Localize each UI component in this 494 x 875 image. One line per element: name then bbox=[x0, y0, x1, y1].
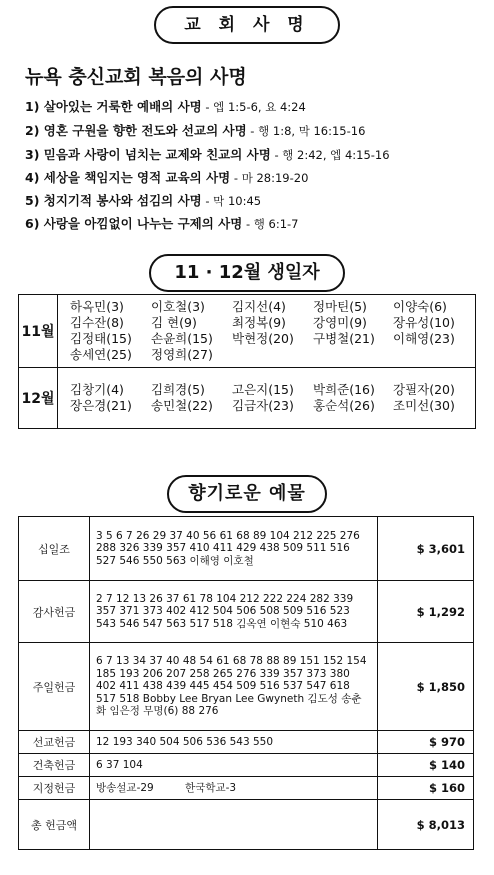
offering-amount: $ 1,292 bbox=[378, 581, 474, 643]
offering-numbers: 2 7 12 13 26 37 61 78 104 212 222 224 282 339 357 371 373 402 412 504 506 508 509 516 523 543 546 547 563 517 518 김옥연 이현숙 510 463 bbox=[90, 581, 378, 643]
birthday-name: 김수잔(8) bbox=[70, 315, 124, 330]
mission-item-ref: - 행 1:8, 막 16:15-16 bbox=[246, 124, 366, 138]
offering-amount: $ 1,850 bbox=[378, 643, 474, 731]
mission-item bbox=[25, 121, 365, 139]
birthday-name: 장유성(10) bbox=[393, 315, 455, 330]
mission-item bbox=[25, 168, 308, 186]
birthday-name: 송민철(22) bbox=[151, 398, 213, 413]
mission-item-ref: - 행 2:42, 엡 4:15-16 bbox=[270, 148, 390, 162]
offering-numbers bbox=[90, 800, 378, 850]
offering-table bbox=[18, 516, 474, 850]
birthday-name: 장은경(21) bbox=[70, 398, 132, 413]
offering-category: 감사헌금 bbox=[19, 581, 90, 643]
birthday-name: 강영미(9) bbox=[313, 315, 367, 330]
offering-section-title-text: 향기로운 예물 bbox=[188, 483, 306, 504]
mission-item-ref: - 엡 1:5-6, 요 4:24 bbox=[201, 100, 306, 114]
offering-row bbox=[19, 754, 474, 777]
offering-row bbox=[19, 517, 474, 581]
offering-row bbox=[19, 643, 474, 731]
birthday-name: 강필자(20) bbox=[393, 382, 455, 397]
mission-item-text: 4) 세상을 책임지는 영적 교육의 사명 bbox=[25, 170, 231, 185]
offering-numbers: 방송설교-29 한국학교-3 bbox=[90, 777, 378, 800]
birthday-name: 홍순석(26) bbox=[313, 398, 375, 413]
birthday-section-title-text: 11 · 12월 생일자 bbox=[174, 262, 320, 283]
birthday-name: 조미선(30) bbox=[393, 398, 455, 413]
offering-category: 건축헌금 bbox=[19, 754, 90, 777]
birthday-name: 김창기(4) bbox=[70, 382, 124, 397]
mission-item bbox=[25, 145, 390, 163]
birthday-names bbox=[58, 295, 475, 367]
mission-item-text: 5) 청지기적 봉사와 섬김의 사명 bbox=[25, 193, 202, 208]
mission-section-title bbox=[154, 6, 340, 44]
birthday-name: 김지선(4) bbox=[232, 299, 286, 314]
birthday-name: 고은지(15) bbox=[232, 382, 294, 397]
birthday-name: 손윤희(15) bbox=[151, 331, 213, 346]
offering-row bbox=[19, 731, 474, 754]
mission-item-ref: - 행 6:1-7 bbox=[242, 217, 299, 231]
birthday-name: 하옥민(3) bbox=[70, 299, 124, 314]
mission-title: 뉴욕 충신교회 복음의 사명 bbox=[25, 66, 247, 88]
birthday-name: 송세연(25) bbox=[70, 347, 132, 362]
birthday-name: 정영희(27) bbox=[151, 347, 213, 362]
offering-total-amount: $ 8,013 bbox=[378, 800, 474, 850]
birthday-name: 김금자(23) bbox=[232, 398, 294, 413]
birthday-name: 이호철(3) bbox=[151, 299, 205, 314]
offering-amount: $ 140 bbox=[378, 754, 474, 777]
offering-row bbox=[19, 581, 474, 643]
birthday-name: 최정복(9) bbox=[232, 315, 286, 330]
birthday-name: 이해영(23) bbox=[393, 331, 455, 346]
mission-item bbox=[25, 191, 261, 209]
mission-item-text: 3) 믿음과 사랑이 넘치는 교제와 친교의 사명 bbox=[25, 147, 271, 162]
birthday-name: 정마틴(5) bbox=[313, 299, 367, 314]
month-label: 12월 bbox=[19, 368, 58, 428]
offering-numbers: 12 193 340 504 506 536 543 550 bbox=[90, 731, 378, 754]
offering-category: 십일조 bbox=[19, 517, 90, 581]
offering-amount: $ 160 bbox=[378, 777, 474, 800]
mission-item bbox=[25, 97, 306, 115]
birthday-section-title bbox=[149, 254, 345, 292]
offering-total-row bbox=[19, 800, 474, 850]
birthday-name: 김희경(5) bbox=[151, 382, 205, 397]
birthday-name: 박희준(16) bbox=[313, 382, 375, 397]
mission-section-title-text: 교 회 사 명 bbox=[184, 15, 310, 35]
offering-section-title bbox=[167, 475, 327, 513]
offering-amount: $ 3,601 bbox=[378, 517, 474, 581]
offering-amount: $ 970 bbox=[378, 731, 474, 754]
mission-item-text: 1) 살아있는 거룩한 예배의 사명 bbox=[25, 99, 202, 114]
mission-item bbox=[25, 214, 299, 232]
month-label: 11월 bbox=[19, 295, 58, 367]
offering-category: 지정헌금 bbox=[19, 777, 90, 800]
birthday-table bbox=[18, 294, 476, 429]
mission-item-ref: - 마 28:19-20 bbox=[230, 171, 309, 185]
birthday-row-november bbox=[19, 295, 475, 368]
mission-item-text: 2) 영혼 구원을 향한 전도와 선교의 사명 bbox=[25, 123, 247, 138]
birthday-name: 김 현(9) bbox=[151, 315, 197, 330]
mission-item-ref: - 막 10:45 bbox=[201, 194, 262, 208]
birthday-name: 김정태(15) bbox=[70, 331, 132, 346]
birthday-name: 구병철(21) bbox=[313, 331, 375, 346]
birthday-name: 박현정(20) bbox=[232, 331, 294, 346]
birthday-row-december bbox=[19, 368, 475, 428]
offering-numbers: 6 37 104 bbox=[90, 754, 378, 777]
offering-category: 주일헌금 bbox=[19, 643, 90, 731]
offering-category: 선교헌금 bbox=[19, 731, 90, 754]
offering-numbers: 6 7 13 34 37 40 48 54 61 68 78 88 89 151 152 154 185 193 206 207 258 265 276 339 357 373 380 402 411 438 439 445 454 509 516 537 547 618 517 518 Bobby Lee Bryan Lee Gwyneth 김도성 송춘화 임은정 무명(6) 88 276 bbox=[90, 643, 378, 731]
birthday-name: 이양숙(6) bbox=[393, 299, 447, 314]
mission-item-text: 6) 사랑을 아낌없이 나누는 구제의 사명 bbox=[25, 216, 243, 231]
birthday-names bbox=[58, 368, 475, 428]
offering-total-label: 총 헌금액 bbox=[19, 800, 90, 850]
offering-numbers: 3 5 6 7 26 29 37 40 56 61 68 89 104 212 225 276 288 326 339 357 410 411 429 438 509 511 516 527 546 550 563 이해영 이호철 bbox=[90, 517, 378, 581]
offering-row bbox=[19, 777, 474, 800]
